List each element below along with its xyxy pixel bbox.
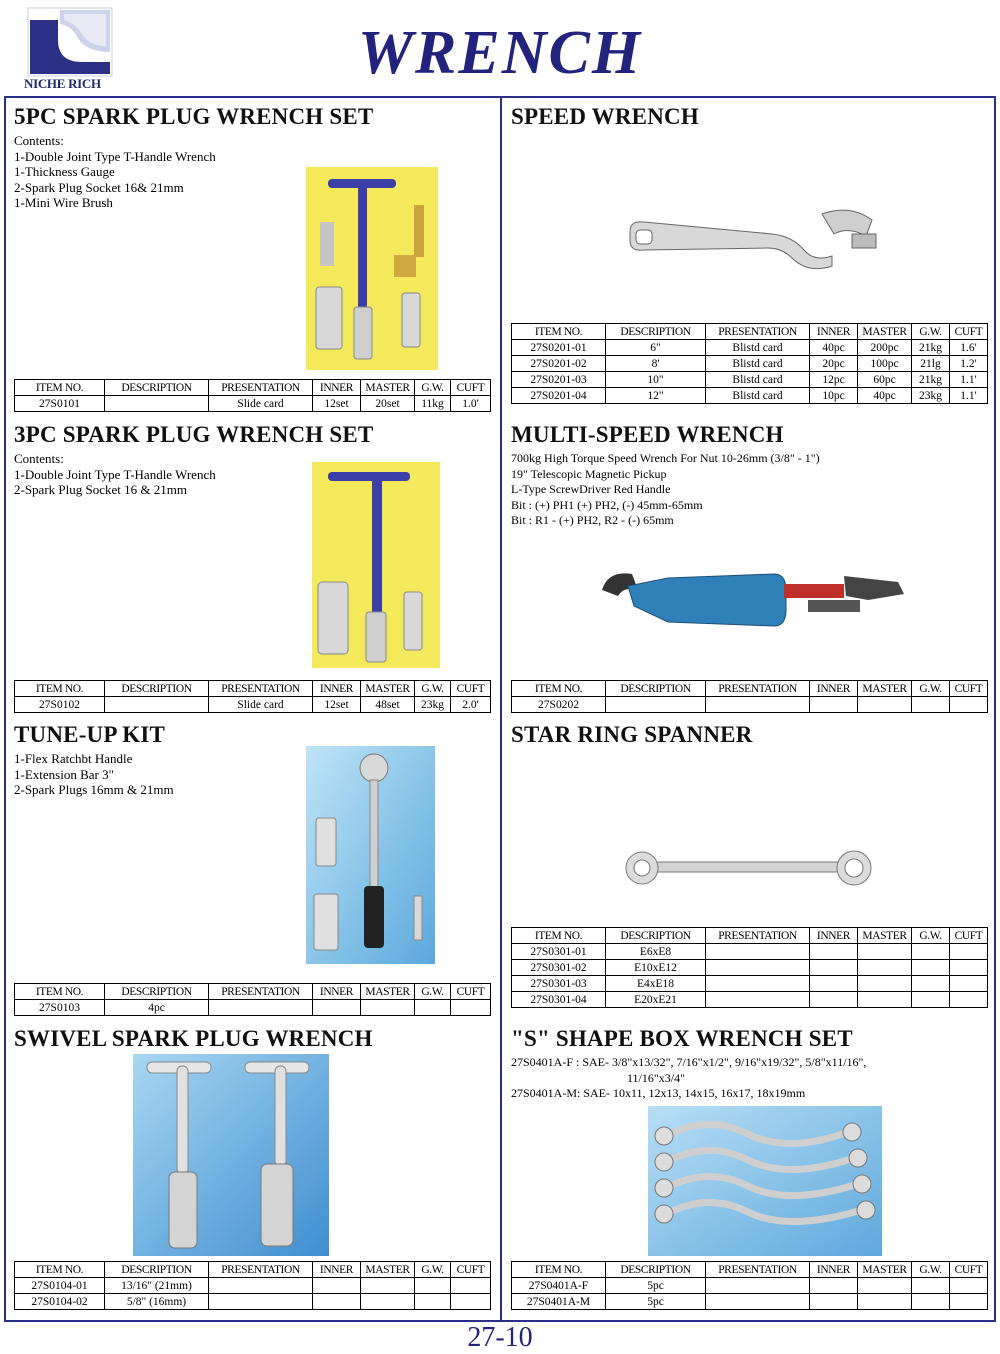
cell: 12set — [313, 396, 361, 412]
cell — [912, 960, 950, 976]
cell — [912, 697, 950, 713]
cell — [415, 1294, 451, 1310]
header-cell: CUFT — [451, 1262, 491, 1278]
cell: 40pc — [858, 388, 912, 404]
cell — [706, 1278, 810, 1294]
header-cell: CUFT — [451, 380, 491, 396]
cell — [415, 1278, 451, 1294]
cell — [451, 1000, 491, 1016]
header-cell: ITEM NO. — [15, 380, 105, 396]
cell: 40pc — [810, 340, 858, 356]
header-cell: ITEM NO. — [15, 681, 105, 697]
cell: E10xE12 — [606, 960, 706, 976]
product-photo-s-shape-wrench-set — [648, 1106, 882, 1256]
header-cell: PRESENTATION — [706, 1262, 810, 1278]
cell: 200pc — [858, 340, 912, 356]
cell: 21kg — [912, 372, 950, 388]
section-title: STAR RING SPANNER — [511, 722, 753, 747]
cell: 10" — [606, 372, 706, 388]
content-line: 19" Telescopic Magnetic Pickup — [511, 466, 667, 481]
header-cell: DESCRIPTION — [606, 1262, 706, 1278]
header-cell: G.W. — [415, 380, 451, 396]
cell: E4xE18 — [606, 976, 706, 992]
cell: 27S0301-01 — [512, 944, 606, 960]
cell: 21kg — [912, 340, 950, 356]
cell — [912, 1278, 950, 1294]
header-cell: CUFT — [451, 681, 491, 697]
content-line: 27S0401A-M: SAE- 10x11, 12x13, 14x15, 16x17, 18x19mm — [511, 1086, 806, 1100]
cell — [313, 1000, 361, 1016]
cell: 27S0201-03 — [512, 372, 606, 388]
table-row — [15, 1294, 491, 1310]
header-cell: INNER — [313, 1262, 361, 1278]
cell: 27S0102 — [15, 697, 105, 713]
header-cell: INNER — [810, 324, 858, 340]
header-cell: ITEM NO. — [15, 984, 105, 1000]
cell — [810, 697, 858, 713]
cell — [706, 944, 810, 960]
header-cell: CUFT — [950, 324, 988, 340]
cell — [810, 1278, 858, 1294]
section-title: SPEED WRENCH — [511, 104, 699, 129]
cell — [313, 1278, 361, 1294]
header-cell: G.W. — [415, 681, 451, 697]
product-photo-5pc — [306, 167, 438, 370]
cell — [105, 396, 209, 412]
header-cell: ITEM NO. — [512, 1262, 606, 1278]
table-row — [512, 388, 988, 404]
section-swivel-spark-plug-wrench — [14, 1026, 373, 1052]
header-cell: MASTER — [361, 1262, 415, 1278]
header-cell: G.W. — [415, 984, 451, 1000]
table-row — [512, 992, 988, 1008]
cell — [858, 697, 912, 713]
cell: 4pc — [105, 1000, 209, 1016]
table-row — [512, 340, 988, 356]
content-line: Bit : R1 - (+) PH2, R2 - (-) 65mm — [511, 513, 674, 527]
header-cell: MASTER — [858, 324, 912, 340]
cell — [810, 944, 858, 960]
header-cell: PRESENTATION — [706, 324, 810, 340]
section-title: 3PC SPARK PLUG WRENCH SET — [14, 422, 374, 447]
page-title: WRENCH — [357, 19, 643, 87]
cell — [810, 960, 858, 976]
cell — [950, 697, 988, 713]
header-cell: PRESENTATION — [209, 1262, 313, 1278]
content-line: 1-Double Joint Type T-Handle Wrench — [14, 148, 216, 164]
content-line: 11/16"x3/4" — [627, 1070, 686, 1085]
table-row — [15, 396, 491, 412]
section-multi-speed-wrench — [511, 422, 820, 529]
header-cell: DESCRIPTION — [606, 324, 706, 340]
cell: 27S0301-03 — [512, 976, 606, 992]
cell: 12pc — [810, 372, 858, 388]
header-cell: INNER — [810, 1262, 858, 1278]
spec-table-swivel — [14, 1261, 491, 1310]
header-cell: G.W. — [415, 1262, 451, 1278]
cell — [858, 992, 912, 1008]
cell: 11kg — [415, 396, 451, 412]
content-line: Bit : (+) PH1 (+) PH2, (-) 45mm-65mm — [511, 497, 703, 512]
cell — [706, 960, 810, 976]
header-cell: PRESENTATION — [209, 681, 313, 697]
cell — [912, 1294, 950, 1310]
cell: E6xE8 — [606, 944, 706, 960]
cell: 1.6' — [950, 340, 988, 356]
spec-table-3pc — [14, 680, 491, 713]
contents-list — [14, 751, 174, 798]
section-title: 5PC SPARK PLUG WRENCH SET — [14, 104, 374, 129]
cell: E20xE21 — [606, 992, 706, 1008]
cell — [706, 992, 810, 1008]
content-line: 1-Flex Ratchbt Handle — [14, 751, 133, 766]
page-number: 27-10 — [467, 1322, 533, 1353]
table-row — [15, 1000, 491, 1016]
cell — [361, 1278, 415, 1294]
header-cell: MASTER — [858, 681, 912, 697]
table-row — [512, 697, 988, 713]
table-header-row — [15, 380, 491, 396]
header-cell: ITEM NO. — [15, 1262, 105, 1278]
cell: 27S0401A-F — [512, 1278, 606, 1294]
content-line: 700kg High Torque Speed Wrench For Nut 10-26mm (3/8" - 1") — [511, 451, 820, 465]
cell — [858, 1294, 912, 1310]
cell — [451, 1294, 491, 1310]
header-cell: INNER — [313, 984, 361, 1000]
content-line: Contents: — [14, 133, 64, 148]
contents-list — [511, 451, 820, 529]
section-title: TUNE-UP KIT — [14, 722, 166, 747]
cell: 100pc — [858, 356, 912, 372]
cell — [451, 1278, 491, 1294]
cell: 21lg — [912, 356, 950, 372]
cell — [361, 1000, 415, 1016]
header-cell: CUFT — [950, 928, 988, 944]
cell — [950, 976, 988, 992]
content-line: 2-Spark Plug Socket 16& 21mm — [14, 179, 184, 195]
cell: 1.1' — [950, 388, 988, 404]
header-cell: INNER — [810, 928, 858, 944]
cell — [858, 976, 912, 992]
header-cell: MASTER — [858, 1262, 912, 1278]
cell: 12" — [606, 388, 706, 404]
cell — [858, 944, 912, 960]
cell — [950, 992, 988, 1008]
cell: 12set — [313, 697, 361, 713]
table-row — [512, 944, 988, 960]
cell: 20set — [361, 396, 415, 412]
section-title: "S" SHAPE BOX WRENCH SET — [511, 1026, 853, 1051]
cell — [912, 944, 950, 960]
cell: Blistd card — [706, 372, 810, 388]
header-cell: MASTER — [361, 984, 415, 1000]
table-row — [512, 356, 988, 372]
content-line: 2-Spark Plugs 16mm & 21mm — [14, 782, 174, 797]
cell — [706, 976, 810, 992]
table-header-row — [512, 681, 988, 697]
header-cell: ITEM NO. — [512, 928, 606, 944]
header-cell: G.W. — [912, 928, 950, 944]
cell: 2.0' — [451, 697, 491, 713]
spec-table-5pc — [14, 379, 491, 412]
header-cell: MASTER — [858, 928, 912, 944]
header-cell: INNER — [810, 681, 858, 697]
cell: 27S0201-04 — [512, 388, 606, 404]
table-header-row — [512, 928, 988, 944]
cell: 1.2' — [950, 356, 988, 372]
cell: 5/8" (16mm) — [105, 1294, 209, 1310]
table-row — [15, 1278, 491, 1294]
content-line: 1-Double Joint Type T-Handle Wrench — [14, 466, 216, 482]
cell: Blistd card — [706, 356, 810, 372]
header-cell: PRESENTATION — [209, 380, 313, 396]
cell — [912, 976, 950, 992]
cell: 5pc — [606, 1294, 706, 1310]
section-title: MULTI-SPEED WRENCH — [511, 422, 784, 447]
table-row — [512, 976, 988, 992]
product-photo-3pc — [312, 462, 440, 668]
cell — [858, 1278, 912, 1294]
content-line: 1-Extension Bar 3" — [14, 766, 114, 782]
header-cell: PRESENTATION — [209, 984, 313, 1000]
cell: 10pc — [810, 388, 858, 404]
cell: Blistd card — [706, 340, 810, 356]
table-header-row — [15, 1262, 491, 1278]
cell: 27S0401A-M — [512, 1294, 606, 1310]
table-header-row — [15, 984, 491, 1000]
header-cell: PRESENTATION — [706, 928, 810, 944]
cell: 1.1' — [950, 372, 988, 388]
table-row — [512, 960, 988, 976]
header-cell: DESCRIPTION — [606, 928, 706, 944]
cell — [105, 697, 209, 713]
cell: Slide card — [209, 396, 313, 412]
cell: 27S0202 — [512, 697, 606, 713]
header-cell: G.W. — [912, 681, 950, 697]
header-cell: ITEM NO. — [512, 681, 606, 697]
cell — [810, 976, 858, 992]
section-title: SWIVEL SPARK PLUG WRENCH — [14, 1026, 373, 1051]
cell: 13/16" (21mm) — [105, 1278, 209, 1294]
contents-list — [511, 1055, 866, 1102]
spec-table-star-ring-spanner — [511, 927, 988, 1008]
cell — [950, 944, 988, 960]
header-cell: ITEM NO. — [512, 324, 606, 340]
cell: 27S0301-04 — [512, 992, 606, 1008]
content-line: L-Type ScrewDriver Red Handle — [511, 482, 671, 496]
header-cell: DESCRIPTION — [606, 681, 706, 697]
cell: 27S0301-02 — [512, 960, 606, 976]
cell — [209, 1294, 313, 1310]
table-row — [512, 1278, 988, 1294]
header-cell: DESCRIPTION — [105, 1262, 209, 1278]
cell: 27S0101 — [15, 396, 105, 412]
content-line: 2-Spark Plug Socket 16 & 21mm — [14, 482, 187, 497]
cell — [415, 1000, 451, 1016]
header-cell: CUFT — [950, 1262, 988, 1278]
product-photo-tune-up — [306, 746, 435, 964]
cell: 27S0104-01 — [15, 1278, 105, 1294]
cell — [950, 1278, 988, 1294]
table-row — [512, 372, 988, 388]
cell — [858, 960, 912, 976]
cell — [706, 1294, 810, 1310]
cell: 60pc — [858, 372, 912, 388]
product-photo-star-ring-spanner — [622, 846, 874, 892]
brand-name: NICHE RICH — [24, 76, 101, 91]
cell: 23kg — [912, 388, 950, 404]
spec-table-speed-wrench — [511, 323, 988, 404]
cell — [209, 1000, 313, 1016]
cell: 27S0201-01 — [512, 340, 606, 356]
cell: 8' — [606, 356, 706, 372]
cell: 5pc — [606, 1278, 706, 1294]
column-divider — [500, 96, 502, 1322]
table-header-row — [512, 1262, 988, 1278]
section-tune-up-kit — [14, 722, 174, 798]
cell — [912, 992, 950, 1008]
cell: Slide card — [209, 697, 313, 713]
content-line: Contents: — [14, 451, 64, 466]
header-cell: MASTER — [361, 380, 415, 396]
cell — [313, 1294, 361, 1310]
cell — [810, 1294, 858, 1310]
header-cell: DESCRIPTION — [105, 984, 209, 1000]
cell: 20pc — [810, 356, 858, 372]
table-row — [512, 1294, 988, 1310]
table-header-row — [512, 324, 988, 340]
product-photo-speed-wrench — [622, 200, 892, 280]
content-line: 27S0401A-F : SAE- 3/8"x13/32", 7/16"x1/2", 9/16"x19/32", 5/8"x11/16", — [511, 1055, 867, 1069]
cell: 23kg — [415, 697, 451, 713]
cell — [209, 1278, 313, 1294]
cell: 48set — [361, 697, 415, 713]
spec-table-multi-speed — [511, 680, 988, 713]
product-photo-multi-speed-wrench — [598, 560, 910, 644]
cell: 1.0' — [451, 396, 491, 412]
section-speed-wrench — [511, 104, 699, 130]
cell: Blistd card — [706, 388, 810, 404]
section-star-ring-spanner — [511, 722, 753, 748]
cell — [361, 1294, 415, 1310]
cell — [606, 697, 706, 713]
content-line: 1-Thickness Gauge — [14, 164, 115, 179]
cell — [706, 697, 810, 713]
section-s-shape-box-wrench-set — [511, 1026, 866, 1102]
cell: 6" — [606, 340, 706, 356]
header-cell: G.W. — [912, 1262, 950, 1278]
cell — [950, 960, 988, 976]
spec-table-s-shape — [511, 1261, 988, 1310]
cell — [810, 992, 858, 1008]
header-cell: INNER — [313, 681, 361, 697]
cell: 27S0201-02 — [512, 356, 606, 372]
header-cell: CUFT — [950, 681, 988, 697]
table-header-row — [15, 681, 491, 697]
header-cell: DESCRIPTION — [105, 681, 209, 697]
cell — [950, 1294, 988, 1310]
product-photo-swivel — [133, 1054, 329, 1256]
header-cell: G.W. — [912, 324, 950, 340]
cell: 27S0104-02 — [15, 1294, 105, 1310]
header-cell: PRESENTATION — [706, 681, 810, 697]
content-line: 1-Mini Wire Brush — [14, 195, 113, 210]
cell: 27S0103 — [15, 1000, 105, 1016]
header-cell: INNER — [313, 380, 361, 396]
header-cell: DESCRIPTION — [105, 380, 209, 396]
spec-table-tune-up — [14, 983, 491, 1016]
header-cell: MASTER — [361, 681, 415, 697]
table-row — [15, 697, 491, 713]
header-cell: CUFT — [451, 984, 491, 1000]
